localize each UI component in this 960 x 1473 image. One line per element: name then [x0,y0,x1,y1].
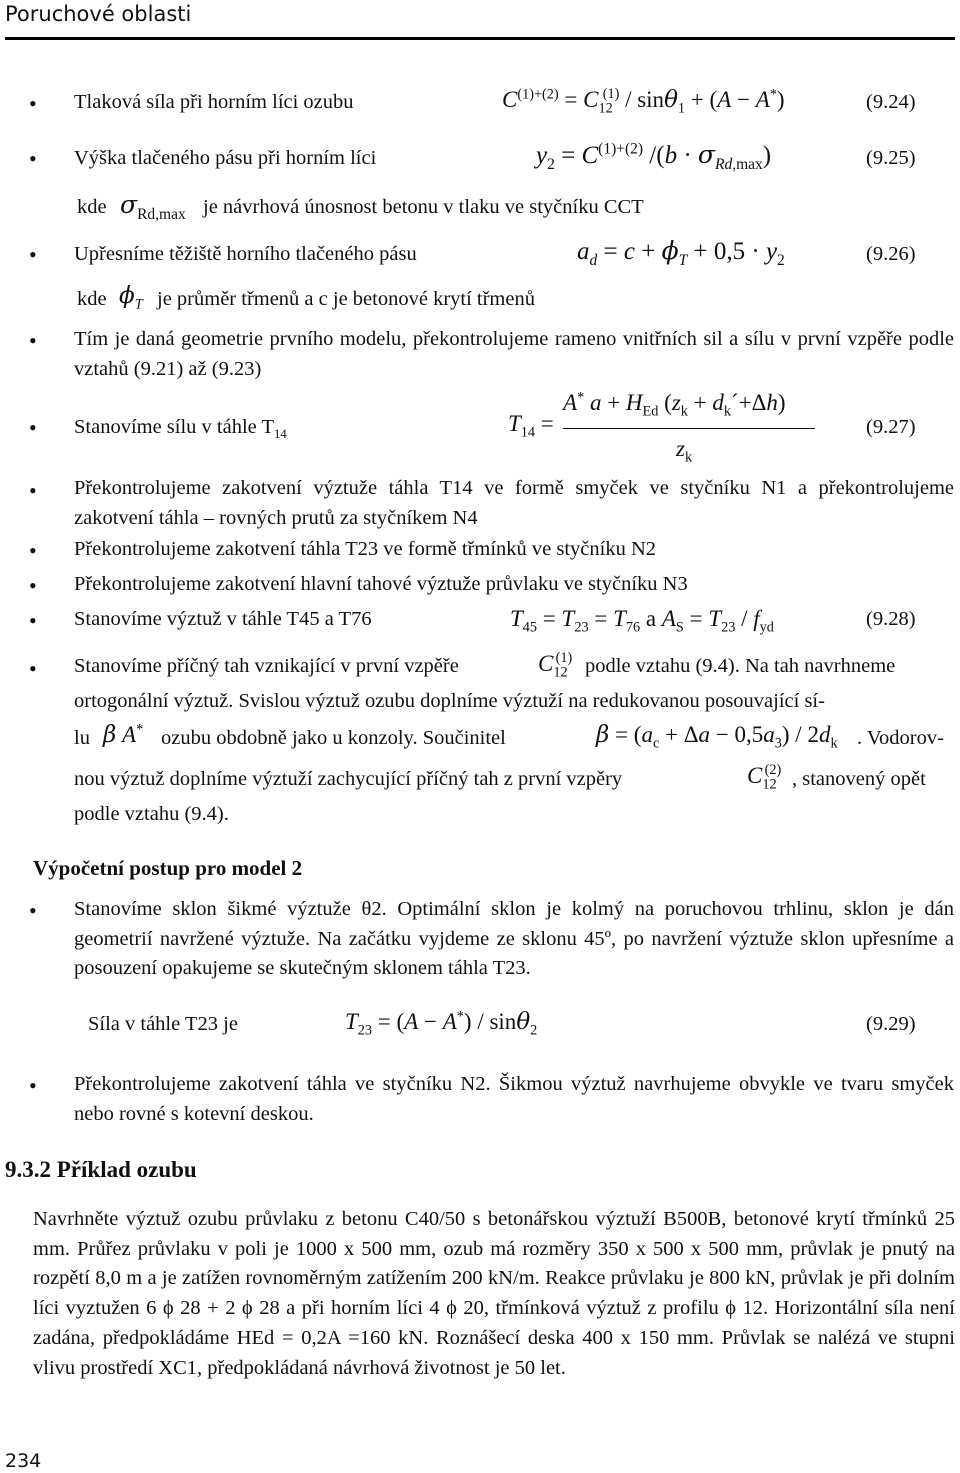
equation-number: (9.29) [866,1013,916,1035]
equation-number: (9.25) [866,147,916,169]
equation-9-27-denominator: $z_k$ [676,436,693,466]
equation-number: (9.26) [866,243,916,265]
equation-number: (9.27) [866,416,916,438]
text-line: Síla v táhle T23 je [88,1013,238,1035]
paragraph: Překontrolujeme zakotvení táhla ve styčníku N2. Šikmou výztuž navrhujeme obvykle ve tvaru smyček nebo rovné s kotevní deskou. [74,1073,954,1125]
equation-9-29: $T_{23} = (A - A^*) / \sin\theta_2$ [345,1008,538,1039]
text-line: je průměr třmenů a c je betonové krytí třmenů [157,288,535,310]
bullet: • [29,91,37,116]
fraction-bar [563,428,815,429]
bullet: • [29,898,37,923]
text-line: podle vztahu (9.4). [74,803,229,825]
equation-9-26: $a_d = c + \phi_T + 0,5 \cdot y_2$ [577,236,785,269]
text-line: . Vodorov- [857,727,944,749]
paragraph: Navrhněte výztuž ozubu průvlaku z betonu C40/50 s betonářskou výztuží B500B, betonové krytí třmínků 25 mm. Průřez průvlaku v poli je 1000 x 500 mm, ozub má rozměry 350 x 500 x 500 mm, průvlak je pnutý na rozpětí 8,0 m a je zatížen rovnoměrným zatížením 200 kN/m. Reakce průvlaku je 800 kN, průvlak je při dolním líci vyztužen 6 ϕ 28 + 2 ϕ 28 a při horním líci 4 ϕ 20, třmínková výztuž z profilu ϕ 12. Horizontální síla není zadána, předpokládáme HEd = 0,2A =160 kN. Roznášecí deska 400 x 150 mm. Průvlak se nalézá ve stupni vlivu prostředí XC1, předpokládaná návrhová životnost je 50 let. [33,1208,955,1379]
equation-9-27-numerator: A* $a + H_{Ed}$ ($z_k$ + $d_k´+\Delta h$) [563,389,786,420]
bullet: • [29,478,37,503]
text-line: Překontrolujeme zakotvení táhla T23 ve formě třmínků ve styčníku N2 [74,538,657,560]
paragraph: Stanovíme sklon šikmé výztuže θ2. Optimální sklon je kolmý na poruchovou trhlinu, sklon je dán geometrií navržené výztuže. Na začátku vyjdeme ze sklonu 45º, po navržení výztuže sklon upřesníme a posouzení opakujeme se skutečným sklonem táhla T23. [74,898,954,980]
equation-9-28: $T_{45} = T_{23} = T_{76}$ a $A_S = T_{23} / f_{yd}$ [510,606,774,636]
c12-2-symbol: $C_{12}^{(2)}$ [747,762,782,793]
equation-9-25: $y_2 = C^{(1)+(2)}$ $/(b \cdot \sigma_{Rd,max})$ [536,140,772,173]
beta-astar: β A* [103,721,144,748]
paragraph: Překontrolujeme zakotvení výztuže táhla T14 ve formě smyček ve styčníku N1 a překontrolujeme zakotvení táhla – rovných prutů za styčníkem N4 [74,477,954,529]
bullet: • [29,328,37,353]
bullet: • [29,573,37,598]
text-line: Upřesníme těžiště horního tlačeného pásu [74,243,417,265]
bullet: • [29,608,37,633]
kde-label: kde [77,196,107,218]
equation-number: (9.24) [866,91,916,113]
text-line: Výška tlačeného pásu při horním líci [74,147,377,169]
text-line: , stanovený opět [792,768,926,790]
subsection-heading: 9.3.2 Příklad ozubu [5,1157,197,1182]
bullet: • [29,242,37,267]
text-line: Překontrolujeme zakotvení hlavní tahové výztuže průvlaku ve styčníku N3 [74,573,688,595]
bullet: • [29,538,37,563]
equation-9-27-lhs: $T_{14}$ = [508,411,554,441]
subscript: 14 [274,427,287,442]
text-line: lu [74,727,90,749]
beta-formula: $\beta = (a_c + \Delta a - 0,5a_3) / 2d_k$ [596,722,838,752]
text-line: ozubu obdobně jako u konzoly. Součinitel [161,727,506,749]
bullet: • [29,656,37,681]
equation-number: (9.28) [866,608,916,630]
sigma-symbol: $\sigma_{Rd,max}$ [120,190,186,223]
text-line: Tlaková síla při horním líci ozubu [74,91,354,113]
text-line: podle vztahu (9.4). Na tah navrhneme [585,655,896,677]
bullet: • [29,415,37,440]
phi-symbol: $\phi_T$ [119,283,143,313]
paragraph: Tím je daná geometrie prvního modelu, překontrolujeme rameno vnitřních sil a sílu v první vzpěře podle vztahů (9.21) až (9.23) [74,328,954,380]
text-line: nou výztuž doplníme výztuží zachycující příčný tah z první vzpěry [74,768,623,790]
text-line: je návrhová únosnost betonu v tlaku ve styčníku CCT [203,196,644,218]
running-header: Poruchové oblasti [5,2,192,26]
bullet: • [29,1073,37,1098]
bullet: • [29,146,37,171]
c12-symbol: $C_{12}^{(1)}$ [538,650,573,681]
header-rule [5,37,955,40]
equation-9-24: $C^{(1)+(2)} = C_{12}^{(1)} / \sin\theta_1 + (A - A^*)$ [502,86,785,117]
text-line: ortogonální výztuž. Svislou výztuž ozubu doplníme výztuží na redukovanou posouvající sí- [74,690,825,712]
text-line: Stanovíme příčný tah vznikající v první vzpěře [74,655,459,677]
page-number: 234 [5,1450,42,1472]
section-heading: Výpočetní postup pro model 2 [33,856,303,880]
text-run: Stanovíme sílu v táhle T [74,416,275,438]
text-line [74,416,287,442]
kde-label: kde [77,288,107,310]
text-line: Stanovíme výztuž v táhle T45 a T76 [74,608,372,630]
